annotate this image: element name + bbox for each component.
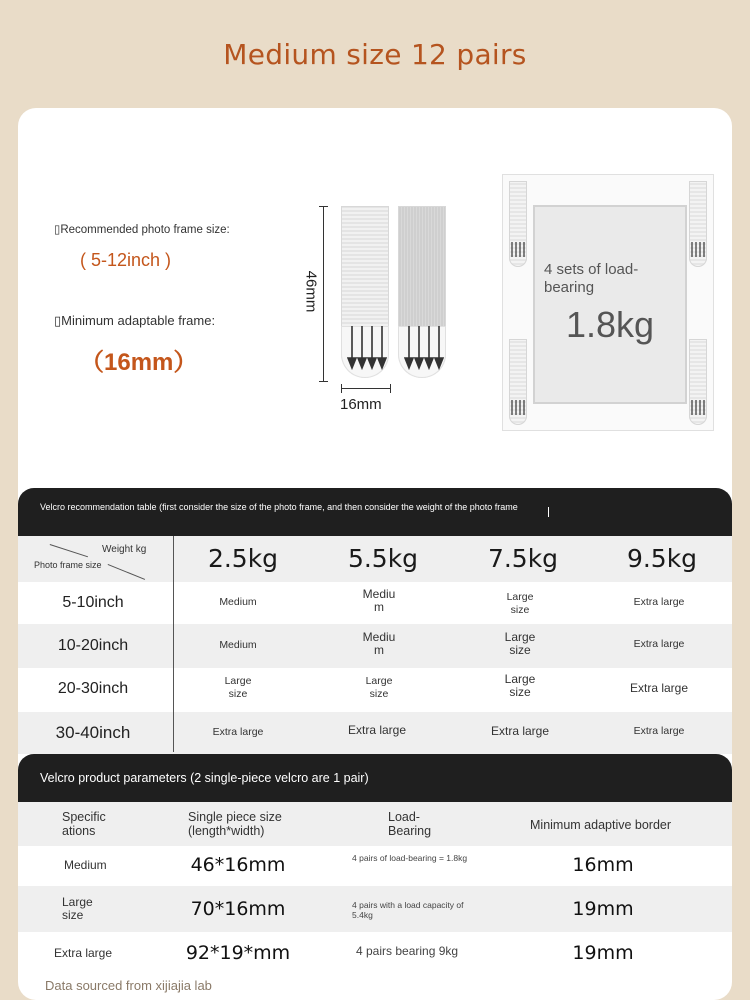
params-column-header: Single piece size (length*width) bbox=[188, 810, 282, 838]
header-divider bbox=[548, 507, 549, 517]
corner-velcro-strip bbox=[689, 181, 707, 267]
recommended-frame-label: ▯Recommended photo frame size: bbox=[54, 224, 230, 236]
frame-illustration bbox=[502, 174, 714, 431]
frame-size-label: 5-10inch bbox=[62, 594, 124, 611]
length-dimension-line bbox=[323, 206, 324, 382]
down-arrows-icon bbox=[510, 399, 526, 417]
velcro-strip-loop bbox=[341, 206, 389, 378]
frame-size-label: 30-40inch bbox=[55, 723, 131, 742]
recommendation-cell: Extra large bbox=[633, 596, 685, 608]
recommendation-cell: Large size bbox=[365, 675, 393, 700]
recommendation-cell: Medium bbox=[219, 639, 257, 651]
recommendation-cell: Extra large bbox=[633, 638, 685, 650]
recommendation-table-title: Velcro recommendation table (first consider the size of the photo frame, and then consider the weight of the photo frame bbox=[40, 502, 518, 512]
corner-weight-label: Weight kg bbox=[102, 544, 147, 555]
down-arrows-icon bbox=[510, 241, 526, 259]
frame-size-label: 10-20inch bbox=[57, 637, 129, 654]
product-card bbox=[18, 108, 732, 1000]
recommendation-cell: Extra large bbox=[629, 681, 689, 695]
down-arrows-icon bbox=[690, 399, 706, 417]
column-divider bbox=[173, 536, 174, 752]
length-dimension-tick bbox=[319, 206, 328, 207]
params-table-title: Velcro product parameters (2 single-piece velcro are 1 pair) bbox=[40, 771, 369, 785]
recommendation-cell: Large size bbox=[224, 675, 252, 700]
recommendation-cell: Large size bbox=[506, 591, 534, 616]
velcro-spec-size: 70*16mm bbox=[190, 898, 286, 920]
velcro-spec-size: 46*16mm bbox=[190, 854, 286, 876]
velcro-spec-name: Extra large bbox=[54, 946, 113, 960]
velcro-spec-size: 92*19*mm bbox=[185, 942, 291, 964]
weight-column-header: 7.5kg bbox=[487, 544, 559, 573]
velcro-spec-load: 4 pairs with a load capacity of 5.4kg bbox=[352, 900, 464, 920]
width-dimension-tick bbox=[341, 384, 342, 393]
velcro-spec-border: 19mm bbox=[572, 942, 634, 964]
corner-velcro-strip bbox=[509, 181, 527, 267]
params-table-header bbox=[18, 754, 732, 802]
weight-column-header: 9.5kg bbox=[626, 544, 698, 573]
recommendation-table-header bbox=[18, 488, 732, 536]
velcro-strip-hook bbox=[398, 206, 446, 378]
params-column-header: Load-Bearing bbox=[388, 810, 432, 838]
data-source-note: Data sourced from xijiajia lab bbox=[45, 978, 212, 993]
corner-size-label: Photo frame size bbox=[34, 560, 102, 570]
recommendation-cell: Medium bbox=[219, 596, 257, 608]
down-arrows-icon bbox=[690, 241, 706, 259]
velcro-spec-border: 19mm bbox=[572, 898, 634, 920]
recommendation-cell: Extra large bbox=[490, 724, 550, 738]
weight-column-header: 5.5kg bbox=[347, 544, 419, 573]
recommendation-cell: Extra large bbox=[633, 725, 685, 737]
recommendation-cell: Large size bbox=[504, 672, 536, 699]
corner-velcro-strip bbox=[509, 339, 527, 425]
recommendation-cell: Mediu m bbox=[362, 630, 396, 657]
velcro-spec-load: 4 pairs of load-bearing = 1.8kg bbox=[352, 853, 468, 863]
recommended-frame-value: ( 5-12inch ) bbox=[80, 250, 172, 270]
corner-velcro-strip bbox=[689, 339, 707, 425]
velcro-spec-load: 4 pairs bearing 9kg bbox=[356, 944, 459, 958]
velcro-spec-name: Medium bbox=[64, 858, 107, 872]
recommendation-cell: Large size bbox=[504, 630, 536, 657]
frame-size-label: 20-30inch bbox=[57, 680, 129, 697]
page-title: Medium size 12 pairs bbox=[223, 38, 527, 71]
params-column-header: Specific ations bbox=[62, 810, 106, 838]
width-dimension-label: 16mm bbox=[340, 396, 382, 413]
velcro-spec-border: 16mm bbox=[572, 854, 634, 876]
params-column-header: Minimum adaptive border bbox=[530, 818, 672, 832]
recommendation-cell: Mediu m bbox=[362, 587, 396, 614]
minimum-frame-value: （16mm） bbox=[80, 349, 198, 376]
width-dimension-line bbox=[341, 388, 391, 389]
down-arrows-icon bbox=[404, 324, 444, 370]
recommendation-cell: Extra large bbox=[212, 726, 264, 738]
recommendation-cell: Extra large bbox=[347, 723, 407, 737]
weight-column-header: 2.5kg bbox=[207, 544, 279, 573]
width-dimension-tick bbox=[390, 384, 391, 393]
frame-load-caption: 4 sets of load-bearing bbox=[544, 261, 639, 296]
length-dimension-label: 46mm bbox=[302, 270, 320, 313]
down-arrows-icon bbox=[347, 324, 387, 370]
minimum-frame-label: ▯Minimum adaptable frame: bbox=[54, 313, 216, 328]
length-dimension-tick bbox=[319, 381, 328, 382]
frame-load-weight: 1.8kg bbox=[566, 304, 655, 345]
velcro-spec-name: Large size bbox=[62, 895, 93, 922]
